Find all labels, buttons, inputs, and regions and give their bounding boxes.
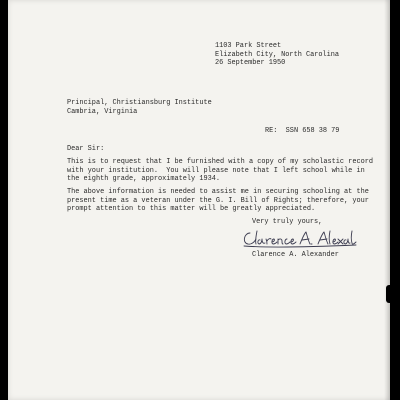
sender-city: Elizabeth City, North Carolina xyxy=(215,50,340,59)
letter-page xyxy=(8,0,390,400)
handwritten-signature xyxy=(240,225,360,251)
recipient-line-2: Cambria, Virginia xyxy=(67,107,138,116)
recipient-line-1: Principal, Christiansburg Institute xyxy=(67,99,212,107)
sender-street: 1103 Park Street xyxy=(215,42,282,50)
salutation: Dear Sir: xyxy=(67,145,105,153)
body-paragraph-2-line-3: prompt attention to this matter will be greatly appreciated. xyxy=(67,205,316,213)
typed-signature-name: Clarence A. Alexander xyxy=(252,251,339,259)
body-paragraph-2-line-1: The above information is needed to assist me in securing schooling at the xyxy=(67,188,369,196)
body-paragraph-1-line-1: This is to request that I be furnished with a copy of my scholastic record xyxy=(67,158,373,166)
page-tear xyxy=(386,285,392,303)
body-paragraph-2-line-2: present time as a veteran under the G. I. Bill of Rights; therefore, your xyxy=(67,196,369,205)
body-paragraph-1-line-2: with your institution. You will please note that I left school while in xyxy=(67,166,365,175)
body-paragraph-1-line-3: the eighth grade, approximately 1934. xyxy=(67,175,220,183)
page-edge-shadow xyxy=(384,0,390,400)
closing: Very truly yours, xyxy=(252,218,323,226)
reference-line: RE: SSN 658 38 79 xyxy=(265,127,340,135)
letter-date: 26 September 1950 xyxy=(215,59,286,67)
